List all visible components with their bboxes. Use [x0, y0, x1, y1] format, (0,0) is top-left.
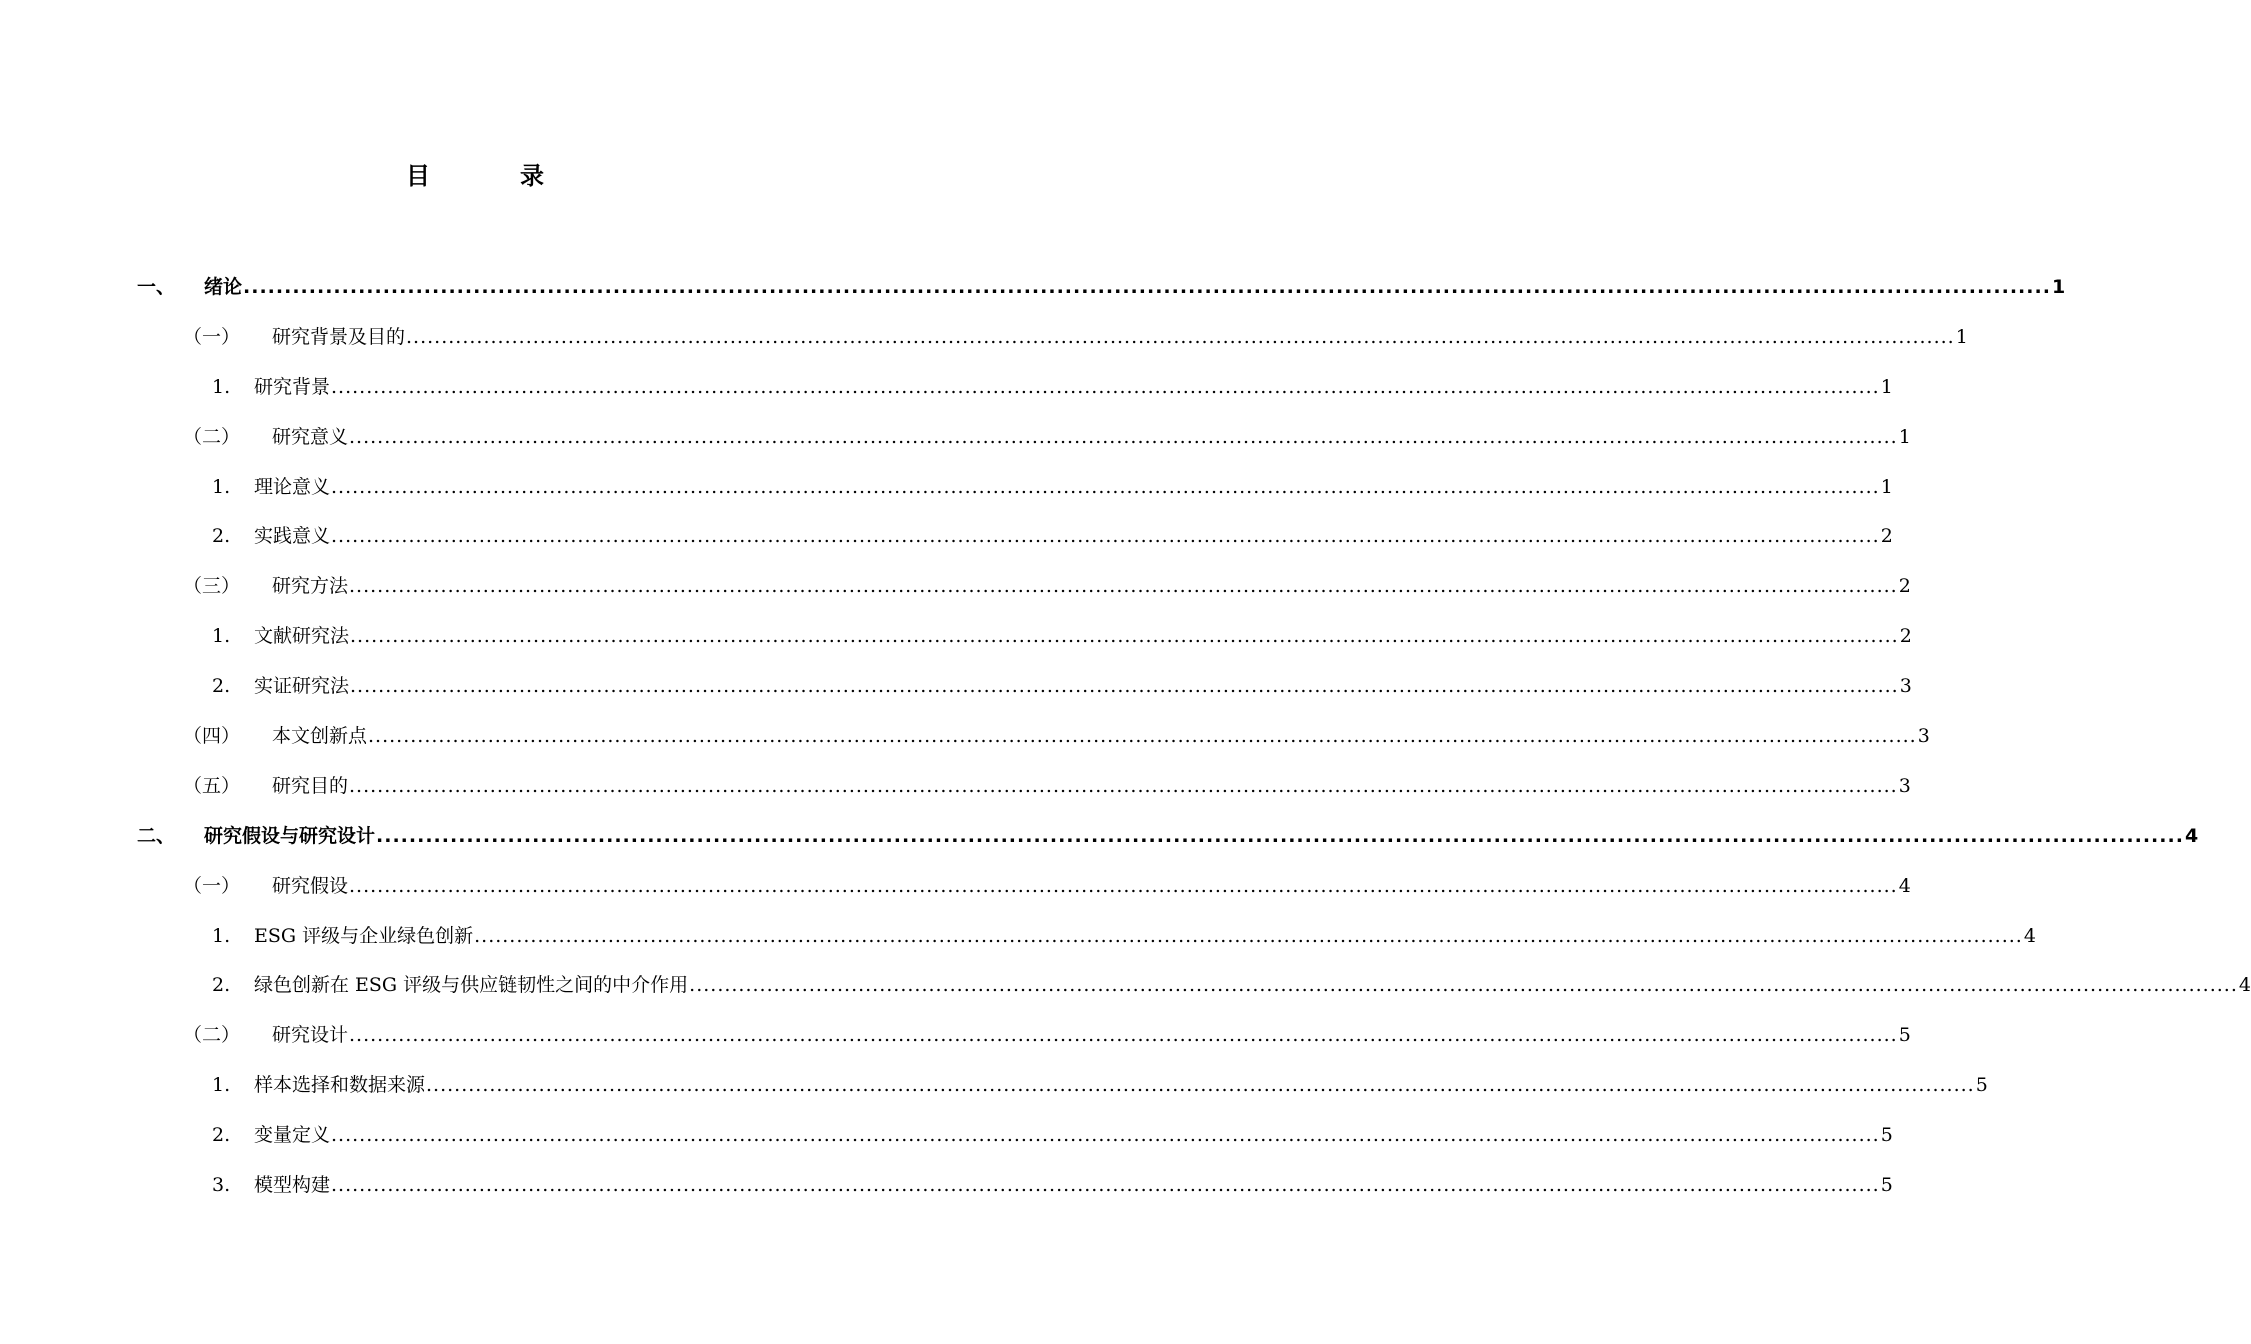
toc-entry-number: （二）	[183, 425, 241, 448]
toc-entry-number: 1.	[212, 625, 231, 648]
toc-entry-page-number: 1	[1880, 475, 1893, 498]
toc-entry-number: （三）	[183, 575, 241, 598]
toc-entry-page-number: 1	[1880, 375, 1893, 398]
toc-entry-label: 研究假设	[272, 874, 349, 897]
toc-entry[interactable]	[0, 661, 1912, 711]
toc-entry-page-number: 3	[1899, 675, 1912, 698]
toc-entry[interactable]	[0, 1160, 1893, 1210]
toc-entry-number: 2.	[212, 974, 231, 997]
toc-title-left: 目	[406, 162, 430, 190]
toc-leader-dots: ............................................................................................................................................................................................................................	[406, 325, 1955, 348]
toc-entry[interactable]	[0, 811, 2199, 861]
toc-entry-page-number: 1	[2051, 275, 2066, 298]
toc-leader-dots: ............................................................................................................................................................................................................................	[474, 924, 2023, 947]
toc-entry-number: 2.	[212, 525, 231, 548]
toc-entry-page-number: 4	[1898, 874, 1911, 897]
toc-entry-number: （二）	[183, 1024, 241, 1047]
toc-entry-page-number: 5	[1975, 1074, 1988, 1097]
toc-entry-number: （四）	[183, 724, 241, 747]
toc-entry-body	[254, 1173, 1893, 1197]
toc-entry-body	[272, 425, 1911, 449]
toc-entry[interactable]	[0, 611, 1912, 661]
toc-leader-dots: ............................................................................................................................................................................................................................	[349, 575, 1898, 598]
toc-entry-body	[254, 674, 1912, 698]
toc-entry-page-number: 3	[1917, 724, 1930, 747]
toc-entry-number: 二、	[137, 824, 176, 847]
toc-entry[interactable]	[0, 960, 2251, 1010]
toc-entry-number: （一）	[183, 874, 241, 897]
toc-list	[0, 262, 2251, 1210]
toc-entry-page-number: 3	[1898, 774, 1911, 797]
toc-entry-label: 绪论	[204, 275, 243, 298]
toc-entry-number: 1.	[212, 375, 231, 398]
toc-entry-body	[272, 774, 1911, 798]
toc-leader-dots: ............................................................................................................................................................................................................................	[349, 1024, 1898, 1047]
toc-entry[interactable]	[0, 1110, 1893, 1160]
toc-leader-dots: ............................................................................................................................................................................................................................	[243, 275, 2051, 298]
toc-title	[0, 156, 950, 191]
toc-entry-label: 研究意义	[272, 425, 349, 448]
toc-entry-page-number: 2	[1880, 525, 1893, 548]
toc-leader-dots: ............................................................................................................................................................................................................................	[331, 475, 1880, 498]
toc-entry-label: 研究假设与研究设计	[204, 824, 376, 847]
toc-leader-dots: ............................................................................................................................................................................................................................	[349, 425, 1898, 448]
toc-entry-body	[254, 1123, 1893, 1147]
toc-entry-body	[272, 724, 1930, 748]
toc-entry[interactable]	[0, 1010, 1911, 1060]
toc-entry-number: 一、	[137, 275, 176, 298]
toc-entry[interactable]	[0, 711, 1930, 761]
toc-entry-body	[254, 375, 1893, 399]
toc-leader-dots: ............................................................................................................................................................................................................................	[376, 824, 2184, 847]
toc-entry[interactable]	[0, 262, 2066, 312]
toc-entry-number: 1.	[212, 1074, 231, 1097]
toc-entry-number: （一）	[183, 325, 241, 348]
toc-entry[interactable]	[0, 561, 1911, 611]
toc-leader-dots: ............................................................................................................................................................................................................................	[426, 1074, 1975, 1097]
toc-leader-dots: ............................................................................................................................................................................................................................	[349, 874, 1898, 897]
toc-entry-number: 1.	[212, 924, 231, 947]
toc-entry-label: 实证研究法	[254, 675, 350, 698]
toc-entry-number: 2.	[212, 1124, 231, 1147]
toc-title-right: 录	[520, 162, 544, 190]
toc-entry-label: 实践意义	[254, 525, 331, 548]
toc-entry-label: 研究方法	[272, 575, 349, 598]
toc-entry-label: 文献研究法	[254, 625, 350, 648]
toc-entry-label: 研究目的	[272, 774, 349, 797]
toc-leader-dots: ............................................................................................................................................................................................................................	[331, 375, 1880, 398]
toc-entry[interactable]	[0, 462, 1893, 512]
toc-entry-page-number: 5	[1898, 1024, 1911, 1047]
toc-entry-body	[254, 475, 1893, 499]
toc-entry-number: 2.	[212, 675, 231, 698]
toc-entry-number: 1.	[212, 475, 231, 498]
toc-entry-body	[272, 874, 1911, 898]
toc-entry-body	[254, 924, 2036, 948]
toc-entry-label: 研究背景及目的	[272, 325, 406, 348]
toc-entry-body	[254, 524, 1893, 548]
toc-entry-label: 本文创新点	[272, 724, 368, 747]
toc-entry[interactable]	[0, 861, 1911, 911]
toc-entry[interactable]	[0, 761, 1911, 811]
toc-entry[interactable]	[0, 1060, 1988, 1110]
toc-entry-page-number: 5	[1880, 1173, 1893, 1196]
toc-entry-page-number: 4	[2238, 974, 2251, 997]
toc-entry-body	[272, 325, 1968, 349]
toc-leader-dots: ............................................................................................................................................................................................................................	[368, 724, 1917, 747]
toc-entry-body	[204, 824, 2199, 848]
toc-entry-page-number: 5	[1880, 1124, 1893, 1147]
toc-leader-dots: ............................................................................................................................................................................................................................	[331, 1173, 1880, 1196]
toc-entry[interactable]	[0, 362, 1893, 412]
toc-entry-body	[254, 1073, 1988, 1097]
toc-entry-number: （五）	[183, 774, 241, 797]
toc-leader-dots: ............................................................................................................................................................................................................................	[350, 675, 1899, 698]
toc-entry-label: 模型构建	[254, 1173, 331, 1196]
toc-entry[interactable]	[0, 412, 1911, 462]
toc-entry-label: 理论意义	[254, 475, 331, 498]
toc-entry-page-number: 4	[2184, 824, 2199, 847]
toc-entry-body	[272, 574, 1911, 598]
toc-entry-label: 绿色创新在 ESG 评级与供应链韧性之间的中介作用	[254, 974, 689, 997]
toc-leader-dots: ............................................................................................................................................................................................................................	[689, 974, 2238, 997]
toc-entry-label: 研究背景	[254, 375, 331, 398]
toc-leader-dots: ............................................................................................................................................................................................................................	[349, 774, 1898, 797]
toc-entry-label: ESG 评级与企业绿色创新	[254, 924, 474, 947]
toc-entry-label: 变量定义	[254, 1124, 331, 1147]
toc-entry-page-number: 2	[1899, 625, 1912, 648]
toc-entry-body	[254, 973, 2251, 997]
toc-entry-page-number: 2	[1898, 575, 1911, 598]
toc-entry-number: 3.	[212, 1173, 231, 1196]
toc-entry-page-number: 1	[1898, 425, 1911, 448]
toc-entry-body	[254, 624, 1912, 648]
toc-leader-dots: ............................................................................................................................................................................................................................	[331, 525, 1880, 548]
toc-entry-label: 样本选择和数据来源	[254, 1074, 426, 1097]
toc-entry-page-number: 1	[1955, 325, 1968, 348]
toc-entry-body	[204, 275, 2066, 299]
toc-entry[interactable]	[0, 511, 1893, 561]
toc-entry-label: 研究设计	[272, 1024, 349, 1047]
toc-leader-dots: ............................................................................................................................................................................................................................	[331, 1124, 1880, 1147]
toc-entry[interactable]	[0, 312, 1968, 362]
toc-entry-body	[272, 1023, 1911, 1047]
toc-leader-dots: ............................................................................................................................................................................................................................	[350, 625, 1899, 648]
toc-entry[interactable]	[0, 911, 2036, 961]
toc-entry-page-number: 4	[2023, 924, 2036, 947]
